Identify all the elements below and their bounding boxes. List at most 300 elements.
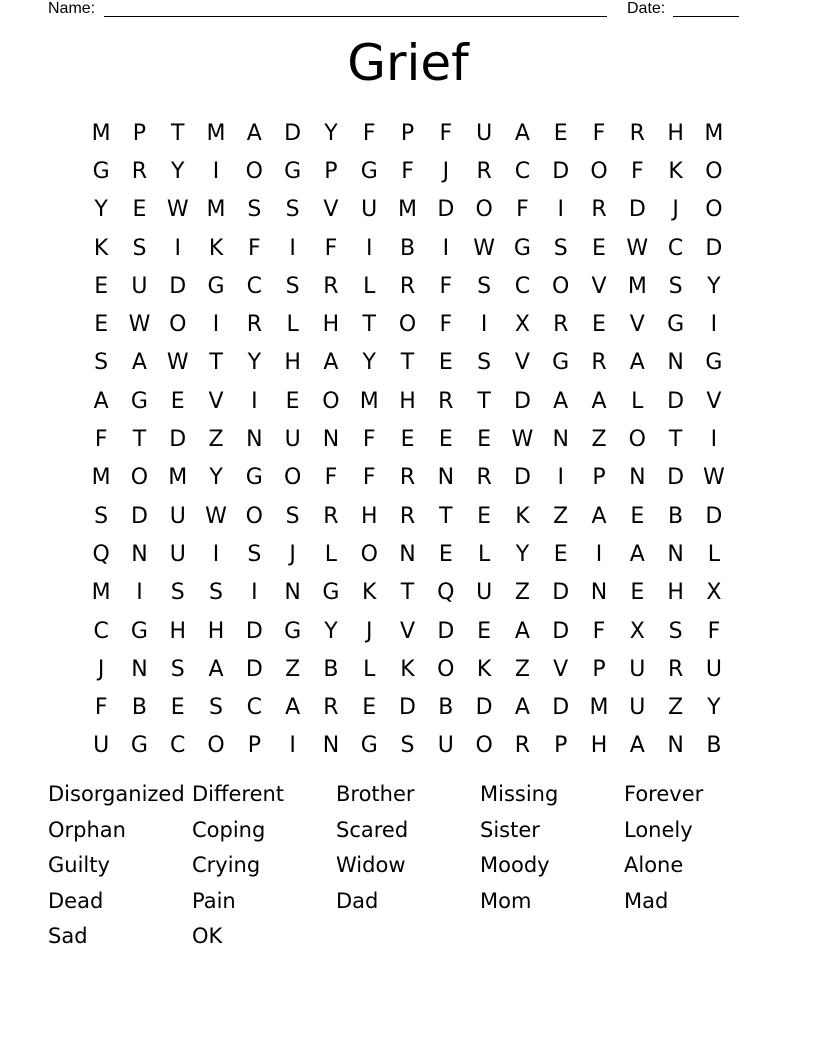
- grid-letter[interactable]: N: [552, 427, 569, 453]
- grid-letter[interactable]: I: [289, 733, 296, 759]
- grid-letter[interactable]: S: [668, 273, 683, 299]
- grid-letter[interactable]: H: [284, 350, 301, 376]
- grid-letter[interactable]: T: [668, 427, 683, 453]
- grid-letter[interactable]: S: [477, 350, 492, 376]
- word-list: [48, 777, 768, 955]
- grid-letter[interactable]: G: [360, 158, 378, 184]
- grid-letter[interactable]: N: [667, 541, 684, 567]
- grid-letter[interactable]: E: [132, 197, 147, 223]
- grid-letter[interactable]: U: [131, 273, 148, 299]
- grid-letter[interactable]: V: [399, 618, 416, 644]
- grid-letter[interactable]: O: [552, 273, 570, 299]
- grid-letter[interactable]: Y: [707, 695, 721, 721]
- grid-letter[interactable]: P: [132, 120, 147, 146]
- grid-letter[interactable]: P: [592, 465, 606, 491]
- grid-letter[interactable]: Q: [92, 541, 110, 567]
- grid-letter[interactable]: E: [592, 235, 606, 261]
- grid-letter[interactable]: R: [514, 733, 531, 759]
- grid-letter[interactable]: I: [710, 312, 718, 338]
- grid-letter[interactable]: B: [399, 235, 416, 261]
- grid-letter[interactable]: I: [251, 388, 258, 414]
- grid-letter[interactable]: U: [169, 541, 186, 567]
- grid-letter[interactable]: K: [668, 158, 683, 184]
- grid-letter[interactable]: A: [629, 350, 645, 376]
- grid-letter[interactable]: J: [97, 656, 105, 682]
- grid-letter[interactable]: W: [166, 350, 189, 376]
- grid-letter[interactable]: S: [209, 695, 224, 721]
- grid-letter[interactable]: C: [93, 618, 109, 644]
- grid-letter[interactable]: U: [361, 197, 378, 223]
- grid-letter[interactable]: O: [705, 197, 723, 223]
- grid-letter[interactable]: R: [323, 273, 339, 299]
- grid-letter[interactable]: G: [130, 618, 148, 644]
- grid-letter[interactable]: S: [285, 197, 300, 223]
- grid-letter[interactable]: F: [439, 312, 453, 338]
- grid-letter[interactable]: U: [629, 695, 646, 721]
- grid-letter[interactable]: O: [322, 388, 340, 414]
- grid-letter[interactable]: I: [212, 541, 220, 567]
- grid-letter[interactable]: Y: [707, 273, 721, 299]
- grid-letter[interactable]: P: [324, 158, 338, 184]
- grid-letter[interactable]: D: [169, 273, 187, 299]
- grid-letter[interactable]: B: [131, 695, 147, 721]
- grid-letter[interactable]: R: [476, 158, 492, 184]
- grid-letter[interactable]: A: [285, 695, 301, 721]
- grid-letter[interactable]: N: [629, 465, 646, 491]
- grid-letter[interactable]: N: [667, 350, 684, 376]
- grid-letter[interactable]: I: [212, 158, 220, 184]
- grid-letter[interactable]: V: [629, 312, 645, 338]
- grid-letter[interactable]: O: [398, 312, 417, 338]
- grid-letter[interactable]: R: [399, 465, 416, 491]
- grid-letter[interactable]: Q: [437, 580, 455, 606]
- grid-letter[interactable]: K: [362, 580, 377, 606]
- grid-letter[interactable]: H: [667, 580, 684, 606]
- grid-letter[interactable]: H: [322, 312, 340, 338]
- grid-letter[interactable]: E: [477, 427, 492, 453]
- grid-letter[interactable]: R: [591, 350, 607, 376]
- grid-letter[interactable]: S: [285, 503, 300, 529]
- grid-letter[interactable]: Y: [324, 618, 338, 644]
- grid-letter[interactable]: M: [589, 695, 609, 721]
- grid-letter[interactable]: M: [704, 120, 724, 146]
- grid-letter[interactable]: K: [208, 235, 224, 261]
- grid-letter[interactable]: F: [592, 120, 606, 146]
- grid-letter[interactable]: L: [707, 541, 721, 567]
- grid-letter[interactable]: C: [514, 273, 531, 299]
- grid-letter[interactable]: G: [130, 388, 148, 414]
- grid-letter[interactable]: R: [246, 312, 262, 338]
- grid-letter[interactable]: G: [284, 158, 302, 184]
- grid-letter[interactable]: E: [438, 541, 453, 567]
- grid-letter[interactable]: S: [553, 235, 568, 261]
- grid-letter[interactable]: T: [439, 503, 453, 529]
- grid-letter[interactable]: V: [591, 273, 607, 299]
- grid-letter[interactable]: C: [246, 273, 263, 299]
- grid-letter[interactable]: T: [400, 350, 415, 376]
- grid-letter[interactable]: I: [289, 235, 296, 261]
- grid-letter[interactable]: M: [91, 465, 111, 491]
- grid-letter[interactable]: G: [322, 580, 340, 606]
- grid-letter[interactable]: I: [595, 541, 603, 567]
- grid-letter[interactable]: U: [476, 120, 493, 146]
- grid-letter[interactable]: N: [590, 580, 608, 606]
- grid-letter[interactable]: Y: [515, 541, 530, 567]
- grid-letter[interactable]: Z: [514, 656, 530, 682]
- grid-letter[interactable]: O: [245, 503, 263, 529]
- grid-letter[interactable]: V: [208, 388, 224, 414]
- grid-letter[interactable]: F: [94, 695, 108, 721]
- grid-letter[interactable]: R: [323, 695, 339, 721]
- grid-letter[interactable]: I: [365, 235, 373, 261]
- grid-letter[interactable]: G: [92, 158, 110, 184]
- word-list-item: Guilty: [48, 853, 110, 878]
- grid-letter[interactable]: I: [212, 312, 220, 338]
- grid-letter[interactable]: D: [284, 120, 302, 146]
- grid-letter[interactable]: T: [477, 388, 491, 414]
- grid-letter[interactable]: R: [476, 465, 492, 491]
- grid-letter[interactable]: E: [630, 580, 645, 606]
- grid-letter[interactable]: L: [363, 656, 376, 682]
- grid-letter[interactable]: F: [439, 120, 453, 146]
- grid-letter[interactable]: P: [247, 733, 261, 759]
- grid-letter[interactable]: O: [360, 541, 378, 567]
- grid-letter[interactable]: U: [169, 503, 186, 529]
- grid-letter[interactable]: A: [323, 350, 339, 376]
- grid-letter[interactable]: E: [630, 503, 645, 529]
- grid-letter[interactable]: M: [206, 197, 226, 223]
- grid-letter[interactable]: D: [399, 695, 416, 721]
- word-list-item: Dead: [48, 888, 104, 913]
- grid-letter[interactable]: G: [245, 465, 263, 491]
- grid-letter[interactable]: D: [513, 388, 531, 414]
- grid-letter[interactable]: T: [400, 580, 415, 606]
- word-list-item: Alone: [624, 853, 684, 878]
- grid-letter[interactable]: R: [591, 197, 607, 223]
- grid-letter[interactable]: I: [480, 312, 488, 338]
- grid-letter[interactable]: A: [591, 388, 607, 414]
- grid-letter[interactable]: F: [401, 158, 414, 184]
- grid-letter[interactable]: S: [209, 580, 224, 606]
- grid-letter[interactable]: I: [442, 235, 450, 261]
- grid-letter[interactable]: H: [399, 388, 416, 414]
- grid-letter[interactable]: O: [207, 733, 225, 759]
- grid-letter[interactable]: X: [514, 312, 530, 338]
- grid-letter[interactable]: D: [245, 656, 263, 682]
- grid-letter[interactable]: A: [246, 120, 262, 146]
- grid-letter[interactable]: D: [705, 503, 723, 529]
- grid-letter[interactable]: F: [324, 465, 338, 491]
- grid-letter[interactable]: S: [170, 656, 185, 682]
- grid-letter[interactable]: T: [171, 120, 185, 146]
- grid-letter[interactable]: E: [94, 312, 109, 338]
- grid-letter[interactable]: A: [131, 350, 147, 376]
- grid-letter[interactable]: O: [475, 197, 493, 223]
- word-list-item: Forever: [624, 782, 704, 806]
- grid-letter[interactable]: E: [438, 427, 453, 453]
- grid-letter[interactable]: Z: [514, 580, 530, 606]
- grid-letter[interactable]: F: [439, 273, 453, 299]
- grid-letter[interactable]: G: [207, 273, 225, 299]
- grid-letter[interactable]: F: [707, 618, 721, 644]
- grid-letter[interactable]: D: [552, 618, 570, 644]
- grid-letter[interactable]: J: [442, 158, 450, 184]
- name-blank-line[interactable]: [104, 16, 607, 17]
- grid-letter[interactable]: D: [437, 618, 455, 644]
- grid-letter[interactable]: S: [247, 197, 262, 223]
- grid-letter[interactable]: E: [438, 350, 453, 376]
- grid-letter[interactable]: W: [205, 503, 227, 529]
- grid-letter[interactable]: W: [511, 427, 534, 453]
- grid-letter[interactable]: S: [94, 350, 109, 376]
- grid-letter[interactable]: U: [93, 733, 110, 759]
- grid-letter[interactable]: K: [400, 656, 415, 682]
- grid-letter[interactable]: M: [91, 120, 111, 146]
- grid-letter[interactable]: U: [705, 656, 722, 682]
- grid-letter[interactable]: K: [93, 235, 109, 261]
- grid-letter[interactable]: G: [130, 733, 148, 759]
- grid-letter[interactable]: G: [360, 733, 378, 759]
- grid-letter[interactable]: X: [629, 618, 645, 644]
- grid-letter[interactable]: V: [514, 350, 530, 376]
- grid-letter[interactable]: R: [667, 656, 684, 682]
- grid-letter[interactable]: O: [705, 158, 723, 184]
- grid-letter[interactable]: D: [245, 618, 263, 644]
- grid-letter[interactable]: B: [438, 695, 454, 721]
- grid-letter[interactable]: N: [131, 656, 148, 682]
- grid-letter[interactable]: F: [248, 235, 261, 261]
- grid-letter[interactable]: O: [590, 158, 608, 184]
- grid-letter[interactable]: M: [168, 465, 188, 491]
- grid-letter[interactable]: D: [513, 465, 531, 491]
- grid-letter[interactable]: W: [473, 235, 495, 261]
- grid-letter[interactable]: E: [553, 120, 568, 146]
- grid-letter[interactable]: Z: [591, 427, 607, 453]
- grid-letter[interactable]: M: [627, 273, 647, 299]
- grid-letter[interactable]: J: [365, 618, 373, 644]
- grid-letter[interactable]: V: [553, 656, 569, 682]
- grid-letter[interactable]: G: [552, 350, 570, 376]
- grid-letter[interactable]: O: [245, 158, 263, 184]
- grid-letter[interactable]: H: [169, 618, 187, 644]
- grid-letter[interactable]: H: [360, 503, 378, 529]
- grid-letter[interactable]: A: [553, 388, 569, 414]
- grid-letter[interactable]: A: [591, 503, 607, 529]
- grid-letter[interactable]: D: [437, 197, 455, 223]
- grid-letter[interactable]: F: [94, 427, 108, 453]
- grid-letter[interactable]: C: [667, 235, 684, 261]
- grid-letter[interactable]: L: [363, 273, 376, 299]
- grid-letter[interactable]: W: [703, 465, 725, 491]
- grid-letter[interactable]: R: [629, 120, 645, 146]
- grid-letter[interactable]: N: [437, 465, 455, 491]
- grid-letter[interactable]: E: [285, 388, 300, 414]
- grid-letter[interactable]: N: [399, 541, 416, 567]
- grid-letter[interactable]: F: [516, 197, 529, 223]
- grid-letter[interactable]: D: [552, 580, 570, 606]
- grid-letter[interactable]: Y: [247, 350, 262, 376]
- grid-letter[interactable]: S: [668, 618, 683, 644]
- grid-letter[interactable]: R: [323, 503, 339, 529]
- grid-letter[interactable]: B: [706, 733, 722, 759]
- grid-letter[interactable]: I: [136, 580, 143, 606]
- grid-letter[interactable]: C: [514, 158, 531, 184]
- grid-letter[interactable]: F: [592, 618, 606, 644]
- grid-letter[interactable]: B: [323, 656, 339, 682]
- grid-letter[interactable]: E: [170, 695, 185, 721]
- grid-letter[interactable]: E: [477, 503, 492, 529]
- grid-letter[interactable]: M: [91, 580, 111, 606]
- grid-letter[interactable]: A: [514, 618, 530, 644]
- grid-letter[interactable]: O: [169, 312, 187, 338]
- grid-letter[interactable]: D: [552, 158, 570, 184]
- grid-letter[interactable]: P: [554, 733, 568, 759]
- grid-letter[interactable]: N: [284, 580, 301, 606]
- grid-letter[interactable]: P: [400, 120, 415, 146]
- grid-letter[interactable]: U: [476, 580, 493, 606]
- grid-letter[interactable]: R: [131, 158, 148, 184]
- grid-letter[interactable]: K: [515, 503, 530, 529]
- grid-letter[interactable]: F: [324, 235, 338, 261]
- grid-letter[interactable]: E: [592, 312, 606, 338]
- grid-letter[interactable]: I: [710, 427, 718, 453]
- grid-letter[interactable]: W: [166, 197, 189, 223]
- grid-letter[interactable]: L: [631, 388, 644, 414]
- grid-letter[interactable]: D: [705, 235, 723, 261]
- grid-letter[interactable]: S: [132, 235, 147, 261]
- grid-letter[interactable]: I: [557, 197, 564, 223]
- grid-letter[interactable]: A: [208, 656, 224, 682]
- grid-letter[interactable]: R: [438, 388, 454, 414]
- grid-letter[interactable]: L: [286, 312, 299, 338]
- grid-letter[interactable]: B: [668, 503, 684, 529]
- grid-letter[interactable]: Z: [208, 427, 224, 453]
- word-list-item: Missing: [480, 782, 559, 806]
- grid-letter[interactable]: N: [667, 733, 684, 759]
- grid-letter[interactable]: D: [667, 388, 685, 414]
- grid-letter[interactable]: C: [246, 695, 263, 721]
- grid-letter[interactable]: D: [130, 503, 148, 529]
- grid-letter[interactable]: E: [553, 541, 568, 567]
- grid-letter[interactable]: O: [475, 733, 493, 759]
- grid-letter[interactable]: Y: [209, 465, 223, 491]
- grid-letter[interactable]: M: [359, 388, 379, 414]
- grid-letter[interactable]: D: [628, 197, 646, 223]
- grid-letter[interactable]: N: [131, 541, 148, 567]
- grid-letter[interactable]: A: [514, 120, 530, 146]
- grid-letter[interactable]: F: [362, 465, 376, 491]
- grid-letter[interactable]: N: [322, 733, 340, 759]
- grid-letter[interactable]: H: [590, 733, 608, 759]
- date-blank-line[interactable]: [673, 16, 739, 17]
- grid-letter[interactable]: I: [174, 235, 181, 261]
- grid-letter[interactable]: I: [251, 580, 258, 606]
- grid-letter[interactable]: P: [592, 656, 606, 682]
- grid-letter[interactable]: W: [128, 312, 151, 338]
- grid-letter[interactable]: G: [513, 235, 531, 261]
- grid-letter[interactable]: Y: [94, 197, 108, 223]
- grid-letter[interactable]: H: [667, 120, 684, 146]
- grid-letter[interactable]: O: [130, 465, 149, 491]
- grid-letter[interactable]: M: [206, 120, 226, 146]
- grid-letter[interactable]: Z: [285, 656, 301, 682]
- grid-letter[interactable]: G: [284, 618, 302, 644]
- grid-letter[interactable]: R: [553, 312, 569, 338]
- grid-letter[interactable]: Y: [362, 350, 376, 376]
- word-list-item: Pain: [192, 888, 236, 913]
- grid-letter[interactable]: U: [437, 733, 454, 759]
- grid-letter[interactable]: O: [283, 465, 302, 491]
- grid-letter[interactable]: H: [207, 618, 225, 644]
- grid-letter[interactable]: T: [209, 350, 223, 376]
- grid-letter[interactable]: A: [514, 695, 530, 721]
- grid-letter[interactable]: G: [705, 350, 723, 376]
- grid-letter[interactable]: S: [94, 503, 109, 529]
- grid-letter[interactable]: F: [630, 158, 644, 184]
- grid-letter[interactable]: W: [626, 235, 649, 261]
- grid-letter[interactable]: J: [672, 197, 679, 223]
- word-list-item: Mad: [624, 888, 669, 913]
- grid-letter[interactable]: C: [170, 733, 186, 759]
- grid-letter[interactable]: I: [557, 465, 564, 491]
- grid-letter[interactable]: S: [400, 733, 415, 759]
- grid-letter[interactable]: E: [400, 427, 415, 453]
- grid-letter[interactable]: Z: [668, 695, 684, 721]
- grid-letter[interactable]: R: [399, 273, 416, 299]
- grid-letter[interactable]: E: [170, 388, 185, 414]
- grid-letter[interactable]: D: [169, 427, 187, 453]
- grid-letter[interactable]: U: [284, 427, 301, 453]
- grid-letter[interactable]: G: [667, 312, 685, 338]
- grid-letter[interactable]: T: [132, 427, 147, 453]
- grid-letter[interactable]: V: [706, 388, 722, 414]
- grid-letter[interactable]: U: [629, 656, 646, 682]
- grid-letter[interactable]: E: [477, 618, 492, 644]
- grid-letter[interactable]: R: [399, 503, 416, 529]
- grid-letter[interactable]: N: [322, 427, 340, 453]
- grid-letter[interactable]: A: [93, 388, 109, 414]
- grid-letter[interactable]: D: [475, 695, 493, 721]
- grid-letter[interactable]: T: [362, 312, 376, 338]
- grid-letter[interactable]: A: [629, 733, 645, 759]
- grid-letter[interactable]: D: [552, 695, 570, 721]
- word-list-item: Moody: [480, 853, 550, 878]
- grid-letter[interactable]: O: [628, 427, 646, 453]
- grid-letter[interactable]: N: [246, 427, 263, 453]
- grid-letter[interactable]: F: [362, 427, 376, 453]
- grid-letter[interactable]: J: [289, 541, 296, 567]
- grid-letter[interactable]: A: [629, 541, 645, 567]
- grid-letter[interactable]: M: [398, 197, 418, 223]
- grid-letter[interactable]: Z: [553, 503, 569, 529]
- grid-letter[interactable]: V: [323, 197, 339, 223]
- grid-letter[interactable]: O: [437, 656, 455, 682]
- grid-letter[interactable]: S: [170, 580, 185, 606]
- grid-letter[interactable]: E: [362, 695, 377, 721]
- grid-letter[interactable]: S: [247, 541, 262, 567]
- grid-letter[interactable]: E: [94, 273, 109, 299]
- grid-letter[interactable]: L: [477, 541, 491, 567]
- grid-letter[interactable]: S: [477, 273, 492, 299]
- grid-letter[interactable]: Y: [171, 158, 185, 184]
- grid-letter[interactable]: X: [706, 580, 722, 606]
- grid-letter[interactable]: S: [285, 273, 300, 299]
- grid-letter[interactable]: L: [324, 541, 338, 567]
- grid-letter[interactable]: K: [476, 656, 492, 682]
- grid-letter[interactable]: F: [362, 120, 376, 146]
- grid-letter[interactable]: Y: [324, 120, 338, 146]
- grid-letter[interactable]: D: [667, 465, 685, 491]
